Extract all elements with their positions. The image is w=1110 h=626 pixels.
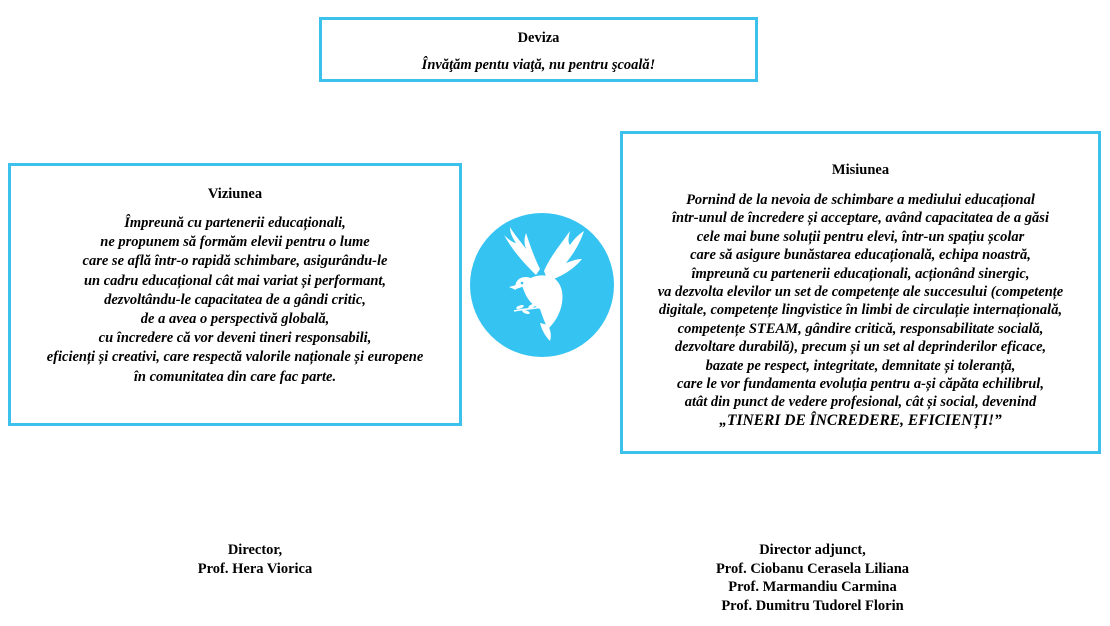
dove-eye — [521, 282, 524, 285]
deputy-director-name: Prof. Ciobanu Cerasela Liliana — [715, 560, 910, 577]
vision-line: Împreună cu partenerii educaționali, — [124, 215, 346, 231]
deputy-director-signature — [670, 541, 955, 615]
vision-line: eficienți și creativi, care respectă valorile naționale și europene — [46, 349, 424, 366]
vision-line: cu încredere că vor deveni tineri responsabili, — [98, 330, 372, 347]
vision-line: în comunitatea din care fac parte. — [133, 368, 337, 385]
motto-box — [319, 17, 758, 82]
mission-line: cele mai bune soluții pentru elevi, într-un spațiu școlar — [696, 228, 1025, 245]
mission-line: bazate pe respect, integritate, demnitate și toleranță, — [705, 357, 1016, 374]
director-name: Prof. Hera Viorica — [197, 560, 313, 577]
motto-title: Deviza — [517, 30, 560, 46]
vision-line: de a avea o perspectivă globală, — [140, 311, 330, 328]
motto-text: Învăţăm pentu viaţă, nu pentru şcoală! — [421, 57, 656, 73]
mission-line: care le vor fundamenta evoluția pentru a-și căpăta echilibrul, — [677, 376, 1044, 393]
mission-line: dezvoltare durabilă), precum și un set al deprinderilor eficace, — [674, 339, 1047, 356]
dove-emblem — [470, 213, 614, 357]
vision-line: ne propunem să formăm elevii pentru o lume — [100, 234, 370, 251]
vision-box — [8, 163, 462, 426]
vision-line: un cadru educațional cât mai variat și performant, — [83, 272, 387, 289]
mission-box — [620, 131, 1101, 454]
director-signature — [150, 541, 360, 578]
mission-line: Pornind de la nevoia de schimbare a mediului educațional — [686, 192, 1035, 208]
deputy-director-name: Prof. Marmandiu Carmina — [728, 579, 897, 595]
mission-line: digitale, competențe lingvistice în limbi de circulație internațională, — [658, 302, 1063, 319]
mission-slogan: „TINERI DE ÎNCREDERE, EFICIENȚI!” — [719, 411, 1002, 429]
mission-text — [623, 191, 1098, 430]
vision-line: dezvoltându-le capacitatea de a gândi critic, — [104, 291, 366, 308]
vision-title: Viziunea — [207, 186, 263, 202]
deputy-director-role: Director adjunct, — [759, 542, 866, 558]
mission-line: atât din punct de vedere profesional, cât și social, devenind — [684, 394, 1037, 411]
mission-title: Misiunea — [831, 162, 890, 178]
mission-line: competențe STEAM, gândire critică, responsabilitate socială, — [677, 320, 1044, 337]
vision-line: care se află într-o rapidă schimbare, asigurându-le — [82, 253, 388, 270]
mission-line: într-unul de încredere și acceptare, având capacitatea de a găsi — [672, 210, 1049, 227]
vision-text — [11, 214, 459, 387]
mission-line: care să asigure bunăstarea educațională, echipa noastră, — [690, 247, 1031, 264]
mission-line: va dezvolta elevilor un set de competențe ale succesului (competențe — [657, 284, 1064, 301]
deputy-director-name: Prof. Dumitru Tudorel Florin — [721, 597, 904, 614]
mission-line: împreună cu partenerii educaționali, acționând sinergic, — [691, 265, 1030, 282]
director-role: Director, — [227, 542, 283, 558]
